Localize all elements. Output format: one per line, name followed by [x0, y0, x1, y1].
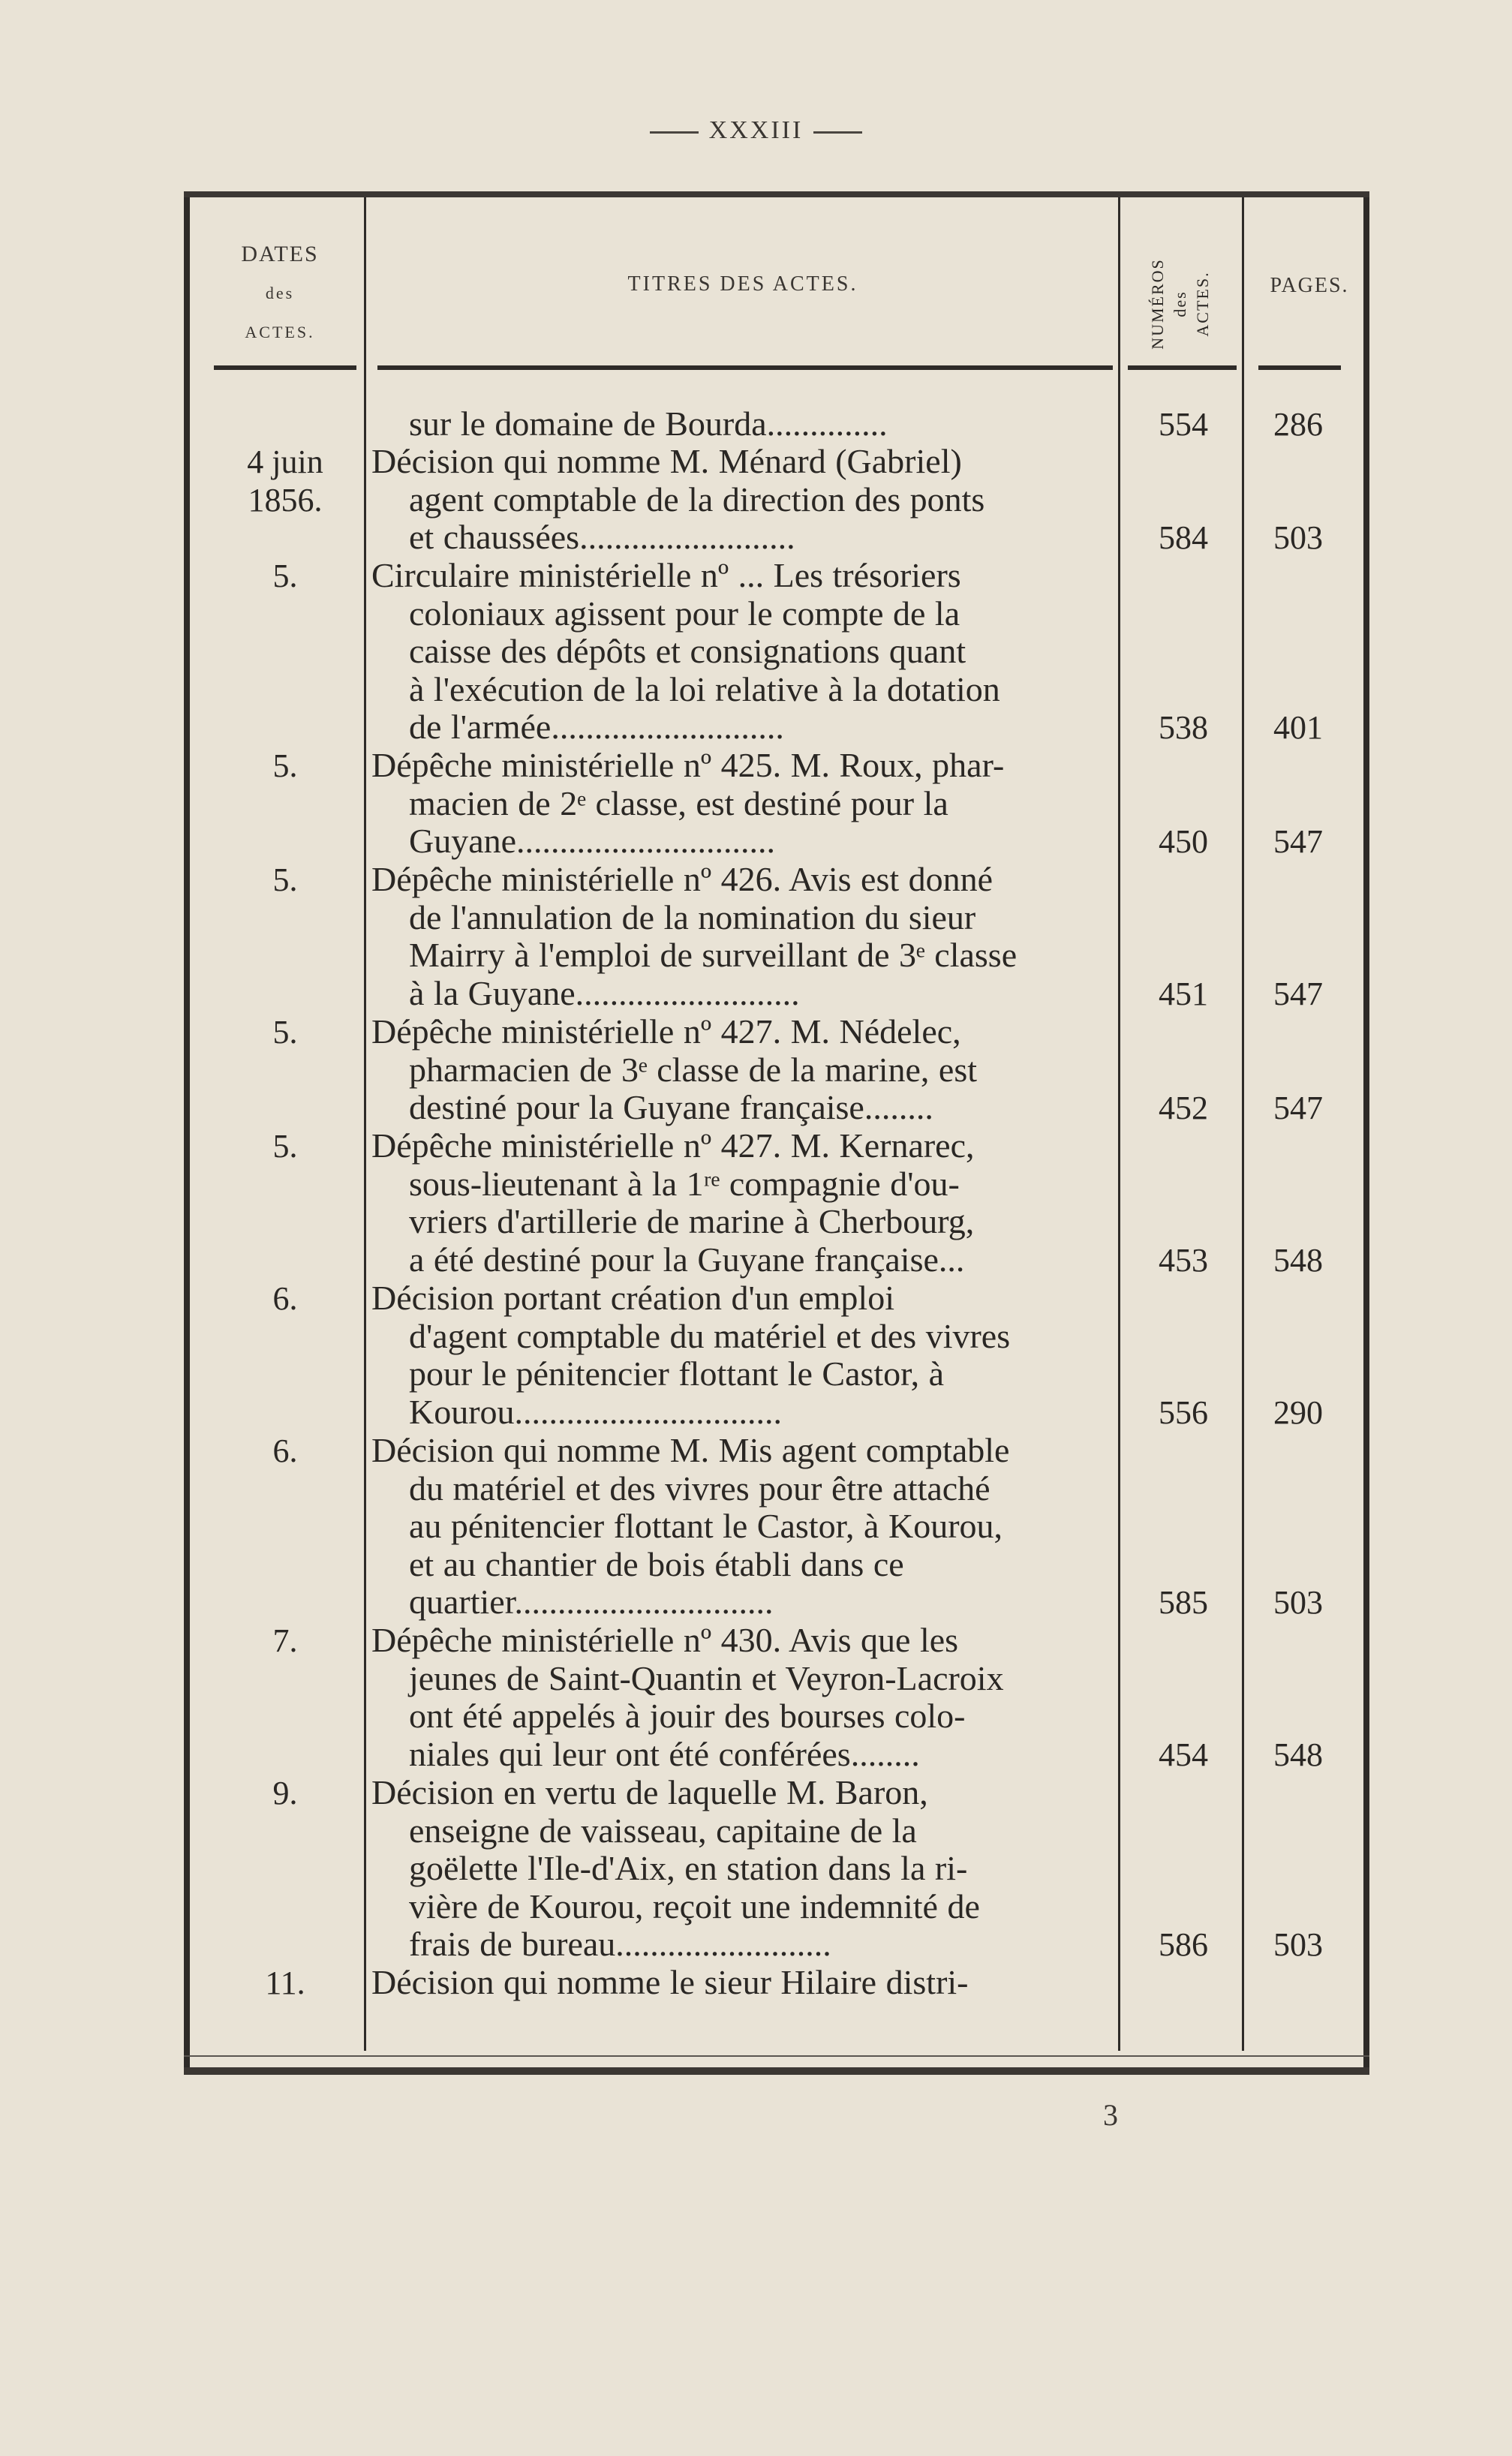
header-rule-numeros: [1128, 365, 1237, 370]
act-title-line: caisse des dépôts et consignations quant: [409, 633, 966, 670]
act-title-line: au pénitencier flottant le Castor, à Kourou,: [409, 1508, 1003, 1545]
acts-table: [184, 191, 1369, 2075]
header-dash-right: [813, 131, 862, 134]
table-row: [371, 405, 1111, 443]
act-title-line: Décision qui nomme le sieur Hilaire distri-: [371, 1964, 969, 2001]
table-inner-bottom-rule: [184, 2055, 1369, 2057]
act-title-line: Décision qui nomme M. Ménard (Gabriel): [371, 443, 962, 480]
act-date: 6.: [272, 1432, 298, 1469]
act-title-line: frais de bureau.........................: [409, 1925, 831, 1963]
act-title-line: destiné pour la Guyane française........: [409, 1089, 933, 1126]
table-row: [371, 1127, 1111, 1279]
act-title-line: et au chantier de bois établi dans ce: [409, 1545, 904, 1583]
column-header-titles: TITRES DES ACTES.: [627, 272, 858, 296]
header-dash-left: [650, 131, 699, 134]
act-page: 401: [1273, 709, 1323, 746]
act-title-line: Dépêche ministérielle nº 427. M. Kernarec,: [371, 1127, 975, 1165]
act-title-line: Décision qui nomme M. Mis agent comptable: [371, 1432, 1010, 1469]
table-row: [371, 861, 1111, 1012]
table-row: [371, 1279, 1111, 1431]
act-title-line: Dépêche ministérielle nº 426. Avis est donné: [371, 861, 993, 898]
column-divider-dates: [364, 197, 366, 2051]
table-row: [371, 1622, 1111, 1773]
act-number: 454: [1159, 1736, 1208, 1773]
act-date-line2: 1856.: [248, 482, 323, 519]
act-title-line: Kourou...............................: [409, 1393, 783, 1431]
column-header-dates: [205, 235, 355, 352]
act-page: 286: [1273, 406, 1323, 443]
act-number: 453: [1159, 1242, 1208, 1279]
act-title-line: niales qui leur ont été conférées........: [409, 1735, 920, 1773]
act-title-line: a été destiné pour la Guyane française...: [409, 1240, 965, 1279]
act-date: 7.: [272, 1622, 298, 1659]
signature-mark: 3: [1103, 2098, 1118, 2132]
act-title-line: quartier..............................: [409, 1583, 774, 1621]
act-date: 9.: [272, 1775, 298, 1811]
act-number: 585: [1159, 1584, 1208, 1621]
act-title-line: à la Guyane..........................: [409, 974, 800, 1012]
table-row: [371, 443, 1111, 557]
table-bottom-rule: [184, 2067, 1369, 2075]
numeros-header-line2: des: [1171, 290, 1189, 317]
act-date: 5.: [272, 747, 298, 784]
act-page: 548: [1273, 1736, 1323, 1773]
header-rule-dates: [214, 365, 356, 370]
act-page: 547: [1273, 975, 1323, 1012]
act-title-line: Décision portant création d'un emploi: [371, 1279, 894, 1317]
table-right-border: [1363, 197, 1369, 2073]
numeros-header-rotated: [1147, 229, 1214, 379]
table-row: [371, 557, 1111, 747]
act-date-line1: 4 juin: [247, 443, 323, 480]
act-page: 503: [1273, 1926, 1323, 1963]
act-date: 5.: [272, 558, 298, 594]
header-rule-titles: [377, 365, 1113, 370]
act-date: 5.: [272, 1128, 298, 1165]
table-row: [371, 1013, 1111, 1127]
act-title-line: Dépêche ministérielle nº 430. Avis que les: [371, 1622, 959, 1659]
numeros-header-line1: NUMÉROS: [1148, 258, 1167, 350]
act-title-line: Guyane..............................: [409, 822, 776, 860]
dates-header-line3: ACTES.: [245, 323, 315, 341]
act-title-line: Circulaire ministérielle nº ... Les trésoriers: [371, 557, 961, 594]
act-date: [214, 443, 356, 519]
act-title-line: Dépêche ministérielle nº 425. M. Roux, phar-: [371, 747, 1005, 784]
act-title-line: et chaussées.........................: [409, 519, 795, 556]
table-left-border: [184, 197, 190, 2073]
act-title-line: de l'armée...........................: [409, 708, 784, 746]
act-page: 503: [1273, 1584, 1323, 1621]
act-title-line: vriers d'artillerie de marine à Cherbourg,: [409, 1203, 975, 1240]
act-title-line: pharmacien de 3ᵉ classe de la marine, est: [409, 1051, 978, 1089]
act-title-line: enseigne de vaisseau, capitaine de la: [409, 1811, 917, 1850]
act-title-line: sous-lieutenant à la 1ʳᵉ compagnie d'ou-: [409, 1165, 960, 1203]
act-number: 452: [1159, 1090, 1208, 1126]
numeros-header-line3: ACTES.: [1193, 271, 1212, 337]
act-title-line: Décision en vertu de laquelle M. Baron,: [371, 1774, 928, 1811]
act-title-line: du matériel et des vivres pour être attaché: [409, 1469, 990, 1508]
act-number: 584: [1159, 519, 1208, 556]
act-title-line: agent comptable de la direction des ponts: [409, 480, 985, 519]
act-page: 547: [1273, 823, 1323, 860]
act-title-line: goëlette l'Ile-d'Aix, en station dans la ri-: [409, 1850, 968, 1887]
act-title-line: macien de 2ᵉ classe, est destiné pour la: [409, 784, 948, 822]
dates-header-line1: DATES: [241, 242, 319, 266]
act-date: 11.: [265, 1964, 305, 2001]
header-rule-pages: [1258, 365, 1341, 370]
act-title-line: vière de Kourou, reçoit une indemnité de: [409, 1887, 980, 1925]
act-date: 5.: [272, 861, 298, 898]
act-date: 6.: [272, 1280, 298, 1317]
act-title-line: Mairry à l'emploi de surveillant de 3ᵉ classe: [409, 936, 1018, 974]
table-row: [371, 1774, 1111, 1964]
column-header-numeros: [1139, 214, 1222, 353]
table-row: [371, 1432, 1111, 1622]
act-page: 503: [1273, 519, 1323, 556]
column-divider-titles: [1118, 197, 1120, 2051]
act-date: 5.: [272, 1014, 298, 1051]
act-title-line: pour le pénitencier flottant le Castor, à: [409, 1355, 945, 1393]
act-title-line: de l'annulation de la nomination du sieur: [409, 898, 976, 936]
act-title-line: à l'exécution de la loi relative à la dotation: [409, 670, 1000, 708]
act-number: 450: [1159, 823, 1208, 860]
act-title-line: jeunes de Saint-Quantin et Veyron-Lacroix: [409, 1659, 1004, 1697]
dates-header-line2: des: [265, 284, 295, 302]
page-number-roman: XXXIII: [708, 116, 804, 144]
act-title-line: Dépêche ministérielle nº 427. M. Nédelec,: [371, 1013, 961, 1051]
act-title-line: ont été appelés à jouir des bourses colo-: [409, 1697, 966, 1735]
act-number: 586: [1159, 1926, 1208, 1963]
act-page: 547: [1273, 1090, 1323, 1126]
act-title-line: sur le domaine de Bourda..............: [409, 405, 888, 443]
act-page: 548: [1273, 1242, 1323, 1279]
act-number: 451: [1159, 975, 1208, 1012]
column-header-pages: PAGES.: [1270, 274, 1349, 297]
act-number: 554: [1159, 406, 1208, 443]
page-header: [0, 116, 1512, 145]
act-title-line: d'agent comptable du matériel et des vivres: [409, 1317, 1011, 1355]
act-title-line: coloniaux agissent pour le compte de la: [409, 594, 960, 633]
table-row: [371, 747, 1111, 861]
table-top-rule: [184, 191, 1369, 197]
table-row: [371, 1964, 1111, 2002]
act-page: 290: [1273, 1394, 1323, 1431]
act-number: 538: [1159, 709, 1208, 746]
act-number: 556: [1159, 1394, 1208, 1431]
